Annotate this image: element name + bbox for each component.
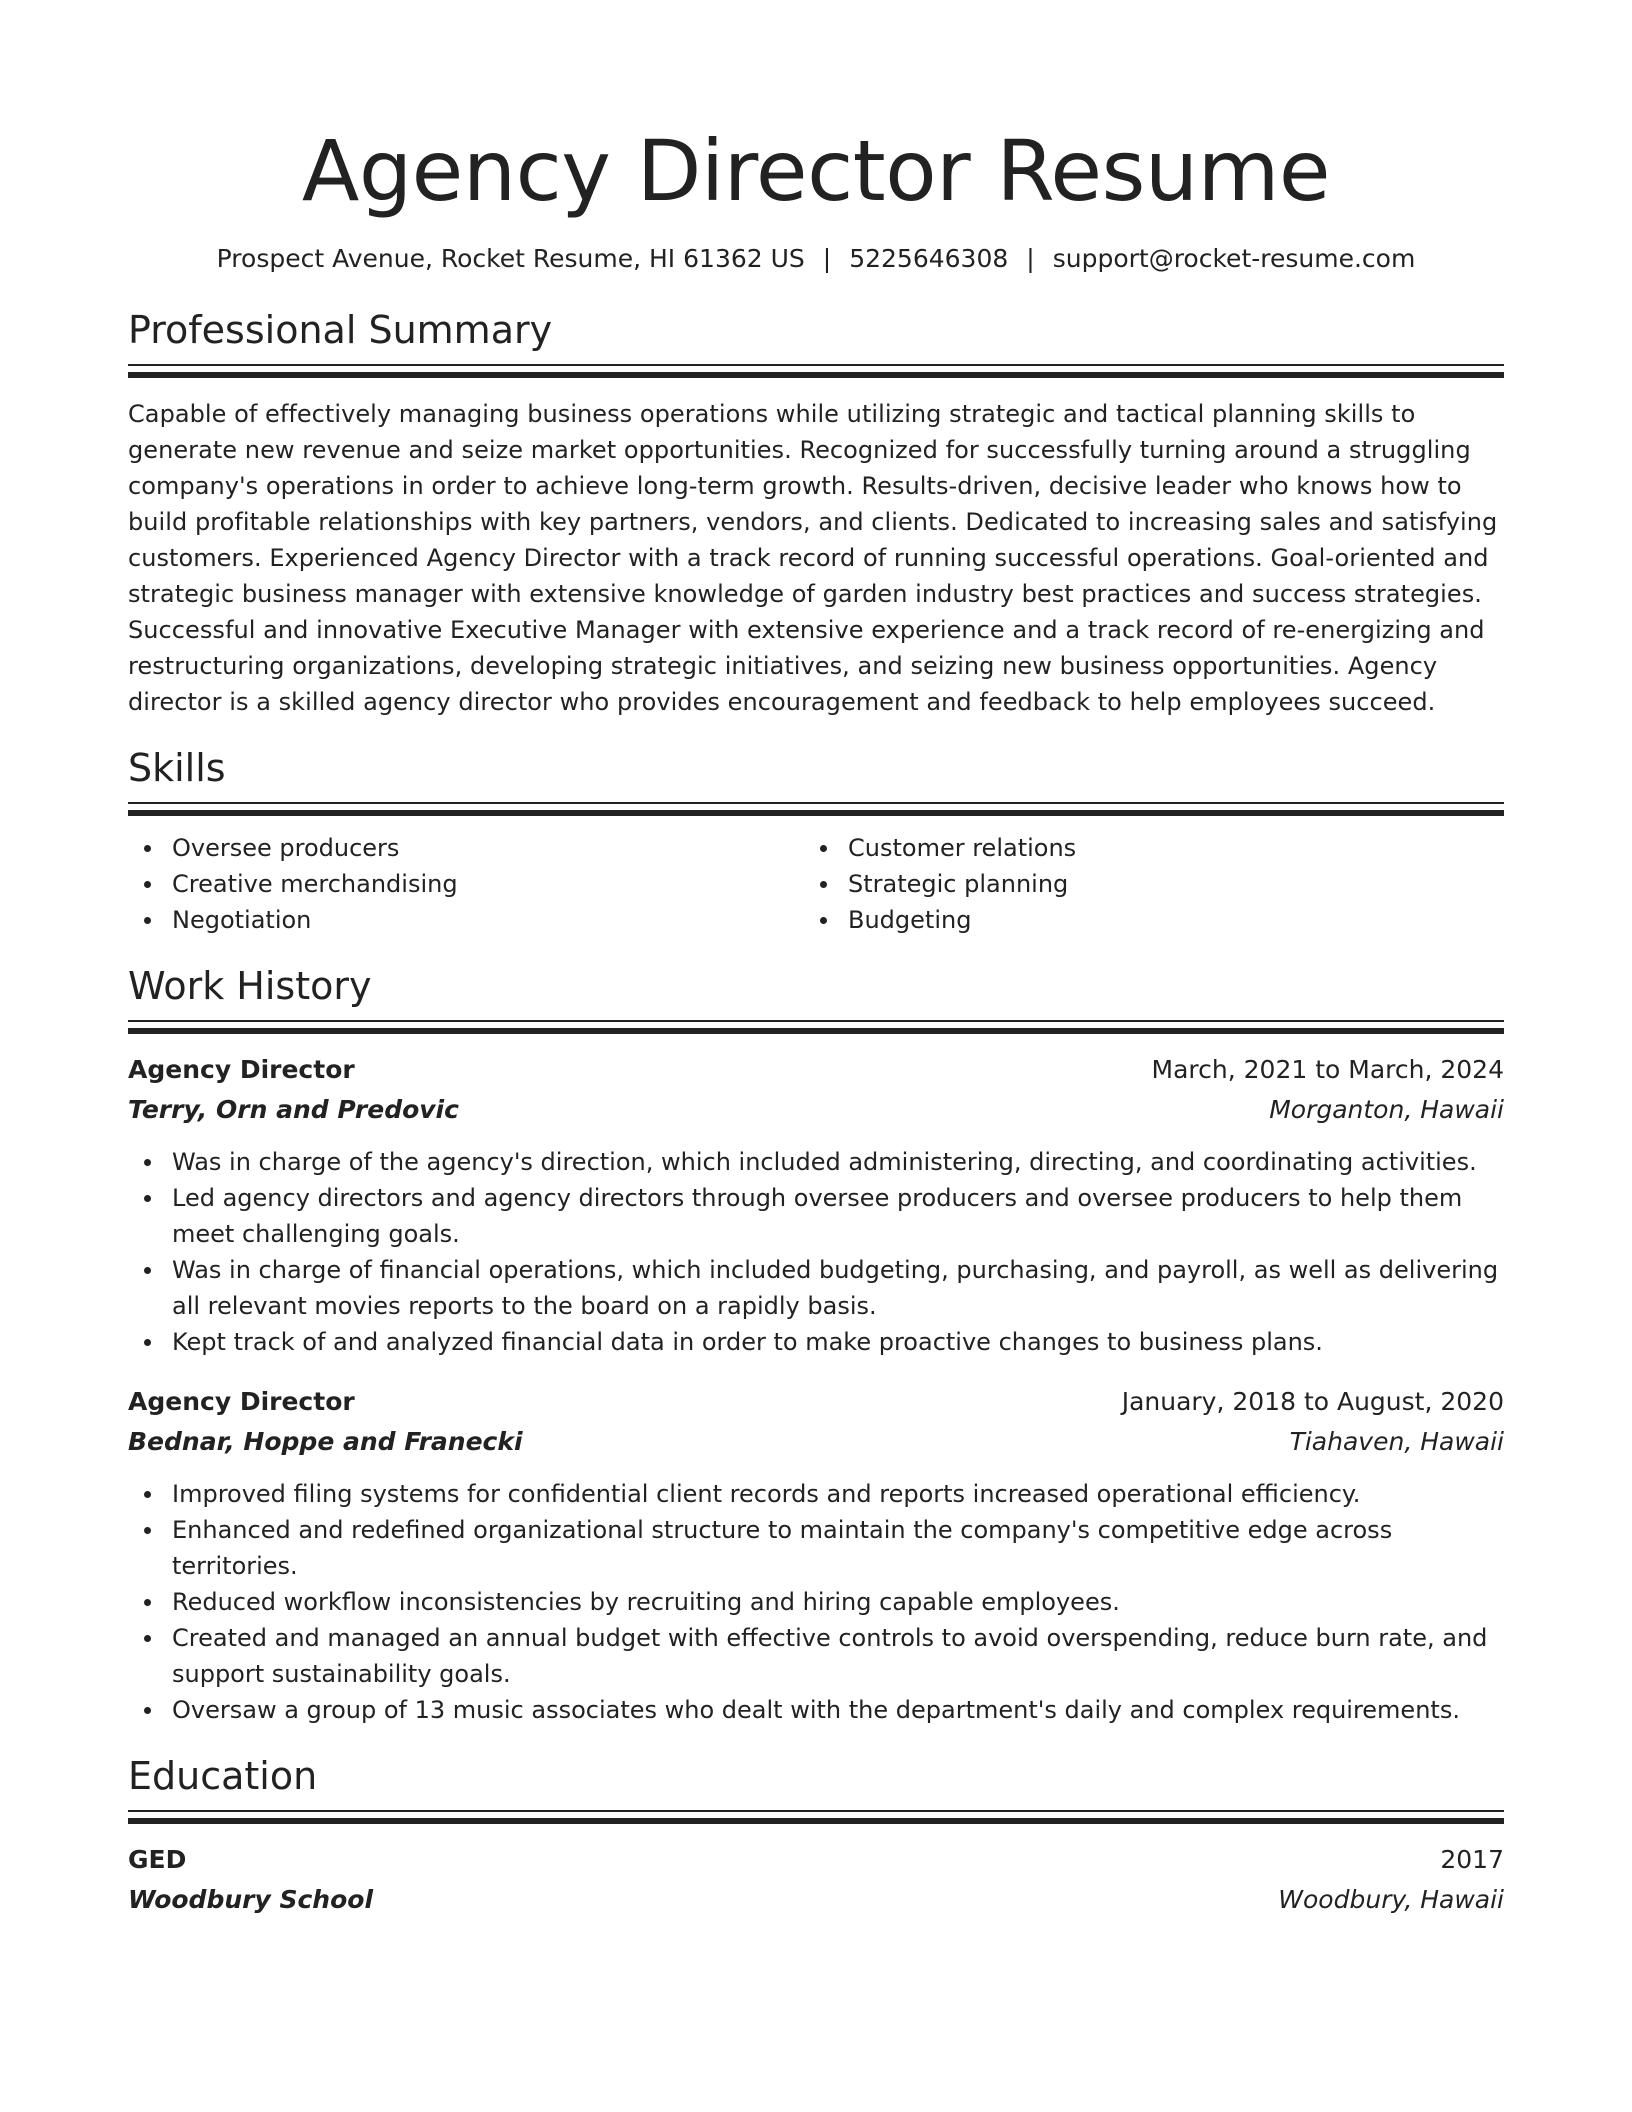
- responsibility-item: Was in charge of financial operations, which included budgeting, purchasing, and payroll, as well as delivering all relevant movies reports to the board on a rapidly basis.: [172, 1252, 1504, 1324]
- skill-item: Creative merchandising: [172, 866, 804, 902]
- resume-page: [128, 0, 1504, 1920]
- education-header: [128, 1840, 1504, 1880]
- education-section: [128, 1752, 1504, 1920]
- education-degree: GED: [128, 1845, 187, 1874]
- contact-address: Prospect Avenue, Rocket Resume, HI 61362 US: [216, 244, 805, 273]
- responsibility-item: Kept track of and analyzed financial data in order to make proactive changes to business plans.: [172, 1324, 1504, 1360]
- responsibility-item: Oversaw a group of 13 music associates who dealt with the department's daily and complex requirements.: [172, 1692, 1504, 1728]
- summary-text: Capable of effectively managing business operations while utilizing strategic and tactical planning skills to generate new revenue and seize market opportunities. Recognized for successfully turning around a struggling company's operations in order to achieve long-term growth. Results-driven, decisive leader who knows how to build profitable relationships with key partners, vendors, and clients. Dedicated to increasing sales and satisfying customers. Experienced Agency Director with a track record of running successful operations. Goal-oriented and strategic business manager with extensive knowledge of garden industry best practices and success strategies. Successful and innovative Executive Manager with extensive experience and a track record of re-energizing and restructuring organizations, developing strategic initiatives, and seizing new business opportunities. Agency director is a skilled agency director who provides encouragement and feedback to help employees succeed.: [128, 400, 1498, 716]
- responsibility-item: Reduced workflow inconsistencies by recruiting and hiring capable employees.: [172, 1584, 1504, 1620]
- education-subheader: [128, 1880, 1504, 1920]
- job-location: Morganton, Hawaii: [1269, 1095, 1504, 1124]
- contact-separator: |: [822, 244, 832, 273]
- section-divider: [128, 1020, 1504, 1034]
- skill-item: Strategic planning: [848, 866, 1480, 902]
- responsibility-item: Led agency directors and agency directors through oversee producers and oversee producers to help them meet challenging goals.: [172, 1180, 1504, 1252]
- summary-section: [128, 306, 1504, 720]
- education-year: 2017: [1440, 1845, 1504, 1874]
- skill-item: Budgeting: [848, 902, 1480, 938]
- education-heading: Education: [128, 1754, 318, 1798]
- education-school: Woodbury School: [128, 1885, 374, 1914]
- education-location: Woodbury, Hawaii: [1278, 1885, 1504, 1914]
- skills-grid: [128, 830, 1504, 938]
- summary-heading: Professional Summary: [128, 308, 553, 352]
- responsibility-item: Enhanced and redefined organizational structure to maintain the company's competitive edge across territories.: [172, 1512, 1504, 1584]
- job-company: Terry, Orn and Predovic: [128, 1095, 459, 1124]
- skills-heading: Skills: [128, 746, 226, 790]
- job-dates: January, 2018 to August, 2020: [1121, 1387, 1504, 1416]
- job-subheader: [128, 1422, 1504, 1462]
- responsibility-item: Was in charge of the agency's direction, which included administering, directing, and coordinating activities.: [172, 1144, 1504, 1180]
- work-section: [128, 962, 1504, 1728]
- contact-line: [128, 242, 1504, 276]
- section-divider: [128, 364, 1504, 378]
- job-header: [128, 1050, 1504, 1090]
- job-company: Bednar, Hoppe and Franecki: [128, 1427, 523, 1456]
- resume-title: Agency Director Resume: [301, 122, 1331, 220]
- job-entry: [128, 1382, 1504, 1728]
- job-subheader: [128, 1090, 1504, 1130]
- responsibility-item: Created and managed an annual budget with effective controls to avoid overspending, reduce burn rate, and support sustainability goals.: [172, 1620, 1504, 1692]
- job-responsibilities: [128, 1476, 1504, 1728]
- work-heading: Work History: [128, 964, 372, 1008]
- job-header: [128, 1382, 1504, 1422]
- contact-email: support@rocket-resume.com: [1052, 244, 1416, 273]
- contact-separator: |: [1026, 244, 1035, 273]
- skill-item: Oversee producers: [172, 830, 804, 866]
- skill-item: Negotiation: [172, 902, 804, 938]
- section-divider: [128, 1810, 1504, 1824]
- skills-section: [128, 744, 1504, 938]
- job-responsibilities: [128, 1144, 1504, 1360]
- job-location: Tiahaven, Hawaii: [1289, 1427, 1504, 1456]
- responsibility-item: Improved filing systems for confidential client records and reports increased operational efficiency.: [172, 1476, 1504, 1512]
- job-title: Agency Director: [128, 1055, 355, 1084]
- job-title: Agency Director: [128, 1387, 355, 1416]
- education-entry: [128, 1840, 1504, 1920]
- job-entry: [128, 1050, 1504, 1360]
- skills-left-list: [128, 830, 804, 938]
- job-dates: March, 2021 to March, 2024: [1151, 1055, 1504, 1084]
- skills-right-list: [804, 830, 1480, 938]
- section-divider: [128, 802, 1504, 816]
- skill-item: Customer relations: [848, 830, 1480, 866]
- contact-phone: 5225646308: [849, 244, 1009, 273]
